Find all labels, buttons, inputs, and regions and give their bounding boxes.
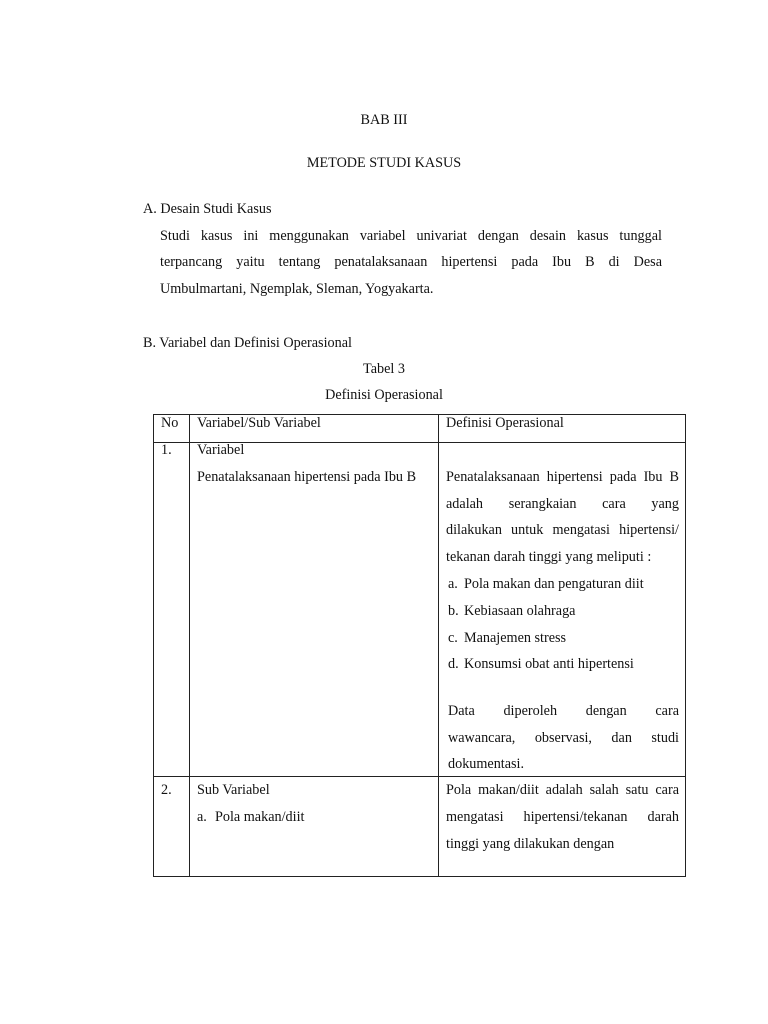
sub-variable-item: Pola makan/diit xyxy=(215,809,305,825)
header-definition: Definisi Operasional xyxy=(446,415,564,431)
table-divider xyxy=(189,414,190,877)
data-line: wawancara, observasi, dan studi xyxy=(448,730,679,746)
table-label: Tabel 3 xyxy=(363,361,405,377)
definition-line: tekanan darah tinggi yang meliputi : xyxy=(446,549,652,565)
list-marker: d. xyxy=(448,656,459,672)
paragraph-line: Studi kasus ini menggunakan variabel univariat dengan desain kasus tunggal xyxy=(160,228,662,244)
definition-line: mengatasi hipertensi/tekanan darah xyxy=(446,809,679,825)
row-number: 1. xyxy=(161,442,172,458)
chapter-heading: BAB III xyxy=(360,112,408,128)
table-divider xyxy=(153,776,686,777)
list-marker: a. xyxy=(197,809,207,825)
section-b-heading: B. Variabel dan Definisi Operasional xyxy=(143,335,352,351)
definition-line: Penatalaksanaan hipertensi pada Ibu B xyxy=(446,469,679,485)
definition-line: tinggi yang dilakukan dengan xyxy=(446,836,615,852)
definition-line: Pola makan/diit adalah salah satu cara xyxy=(446,782,679,798)
list-marker: c. xyxy=(448,630,458,646)
variable-text: Variabel xyxy=(197,442,245,458)
table-divider xyxy=(438,414,439,877)
header-no: No xyxy=(161,415,179,431)
list-item: Manajemen stress xyxy=(464,630,567,646)
data-line: dokumentasi. xyxy=(448,756,525,772)
table-caption: Definisi Operasional xyxy=(325,387,443,403)
variable-text: Penatalaksanaan hipertensi pada Ibu B xyxy=(197,469,417,485)
definition-line: dilakukan untuk mengatasi hipertensi/ xyxy=(446,522,679,538)
section-a-heading: A. Desain Studi Kasus xyxy=(143,201,272,217)
data-line: Data diperoleh dengan cara xyxy=(448,703,679,719)
variable-text: Sub Variabel xyxy=(197,782,270,798)
list-item: Konsumsi obat anti hipertensi xyxy=(464,656,634,672)
list-item: Kebiasaan olahraga xyxy=(464,603,576,619)
header-variable: Variabel/Sub Variabel xyxy=(197,415,321,431)
paragraph-line: terpancang yaitu tentang penatalaksanaan hipertensi pada Ibu B di Desa xyxy=(160,254,662,270)
definition-line: adalah serangkaian cara yang xyxy=(446,496,679,512)
list-item: Pola makan dan pengaturan diit xyxy=(464,576,644,592)
list-marker: a. xyxy=(448,576,458,592)
row-number: 2. xyxy=(161,782,172,798)
chapter-title: METODE STUDI KASUS xyxy=(306,155,462,171)
paragraph-line: Umbulmartani, Ngemplak, Sleman, Yogyakarta. xyxy=(160,281,434,297)
list-marker: b. xyxy=(448,603,459,619)
